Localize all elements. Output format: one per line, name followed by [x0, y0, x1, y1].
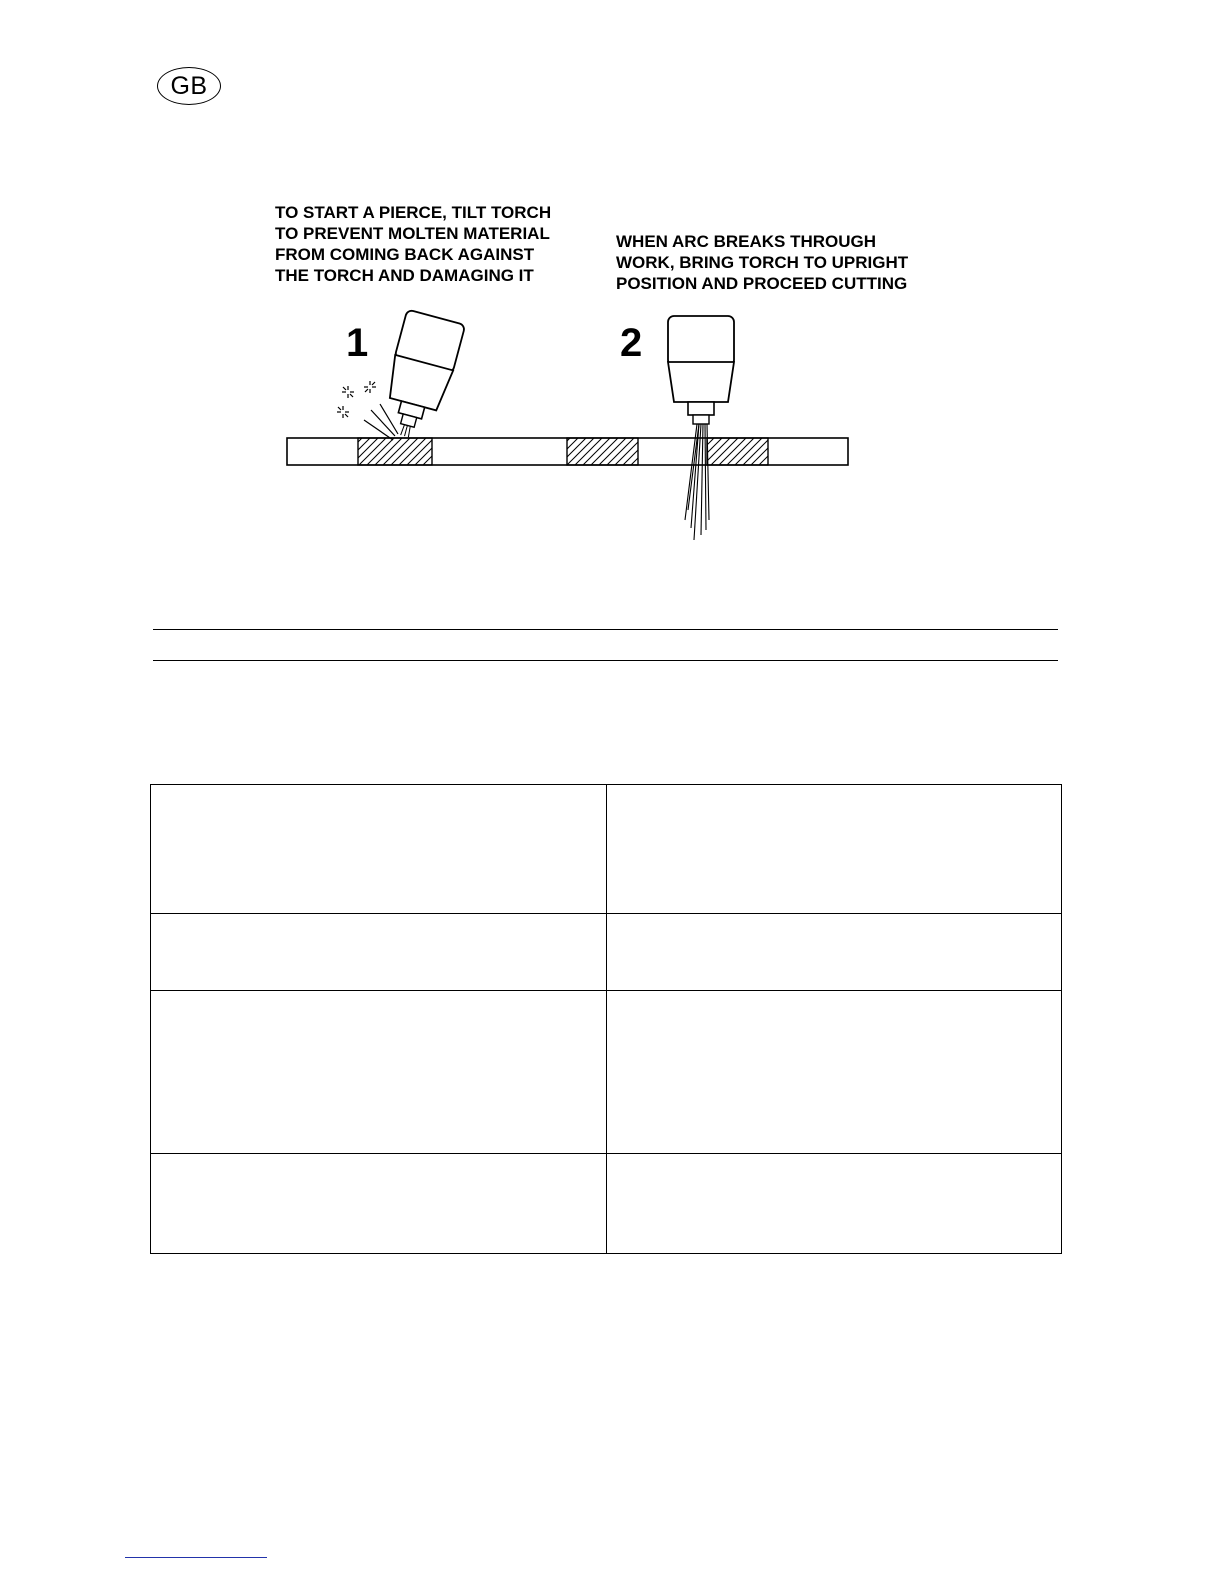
caption-line: WHEN ARC BREAKS THROUGH	[616, 232, 877, 251]
caption-line: FROM COMING BACK AGAINST	[275, 245, 535, 264]
hatched-section	[567, 438, 638, 465]
step-2-number: 2	[620, 321, 643, 365]
caption-line: WORK, BRING TORCH TO UPRIGHT	[616, 253, 909, 272]
table-cell	[151, 1154, 607, 1254]
caption-line: TO START A PIERCE, TILT TORCH	[275, 203, 552, 222]
table-cell	[606, 785, 1062, 914]
table-cell	[606, 991, 1062, 1154]
workpiece-plate	[287, 438, 848, 465]
footer-link-underline[interactable]	[125, 1557, 267, 1558]
sparks-icon	[337, 381, 398, 440]
hatched-section	[707, 438, 768, 465]
table-row	[151, 1154, 1062, 1254]
table-row	[151, 785, 1062, 914]
divider-line	[153, 660, 1058, 661]
divider-line	[153, 629, 1058, 630]
table-row	[151, 914, 1062, 991]
caption-line: TO PREVENT MOLTEN MATERIAL	[275, 224, 550, 243]
table-cell	[151, 785, 607, 914]
piercing-illustration	[0, 0, 1224, 700]
table-row	[151, 991, 1062, 1154]
table-cell	[151, 914, 607, 991]
table-cell	[151, 991, 607, 1154]
step-1-number: 1	[346, 321, 369, 365]
hatched-section	[358, 438, 432, 465]
language-badge: GB	[157, 67, 221, 105]
upright-torch-icon	[668, 316, 734, 424]
empty-table	[150, 784, 1062, 1254]
table-cell	[606, 1154, 1062, 1254]
caption-line: THE TORCH AND DAMAGING IT	[275, 266, 534, 285]
table-cell	[606, 914, 1062, 991]
tilted-torch-icon	[376, 309, 466, 443]
caption-line: POSITION AND PROCEED CUTTING	[616, 274, 908, 293]
